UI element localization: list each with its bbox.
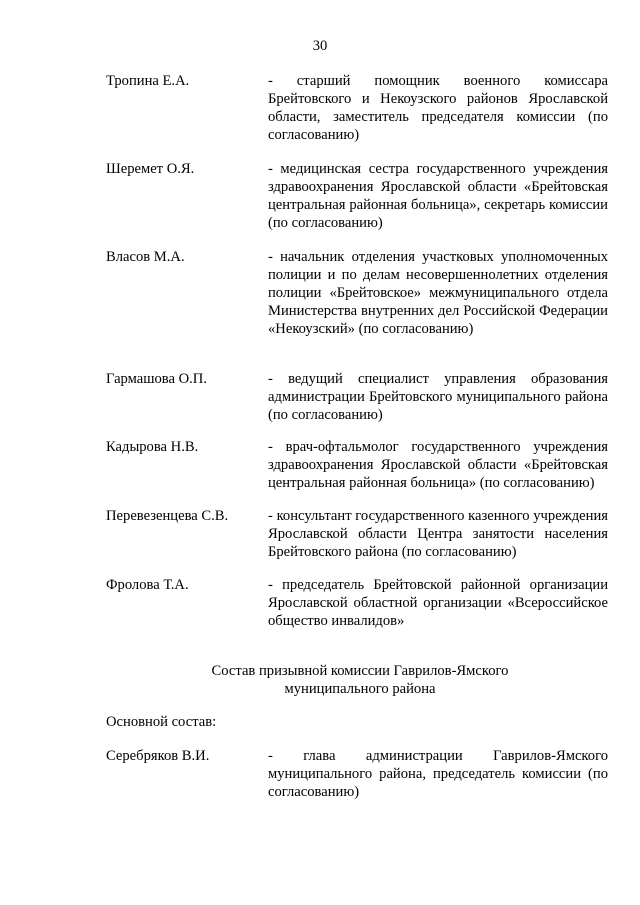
section-label: Основной состав: xyxy=(106,714,217,730)
section-heading-line2: муниципального района xyxy=(284,681,436,697)
member-name: Шеремет О.Я. xyxy=(106,161,195,177)
member-name: Фролова Т.А. xyxy=(106,577,189,593)
member-description: - начальник отделения участковых уполномоченных полиции и по делам несовершеннолетних отделения полиции «Брейтовское» межмуниципального отдела Министерства внутренних дел Российской Федерации «Некоузский» (по согласованию) xyxy=(268,249,608,337)
member-description: - председатель Брейтовской районной организации Ярославской областной организации «Всероссийское общество инвалидов» xyxy=(268,577,608,629)
member-description: - ведущий специалист управления образования администрации Брейтовского муниципального района (по согласованию) xyxy=(268,371,608,423)
member-description: - медицинская сестра государственного учреждения здравоохранения Ярославской области «Брейтовская центральная районная больница», секретарь комиссии (по согласованию) xyxy=(268,161,608,231)
section-heading-line1: Состав призывной комиссии Гаврилов-Ямского xyxy=(211,663,509,679)
member-description: - врач-офтальмолог государственного учреждения здравоохранения Ярославской области «Брейтовская центральная районная больница» (по согласованию) xyxy=(268,439,608,491)
member-name: Гармашова О.П. xyxy=(106,371,207,387)
member-name: Тропина Е.А. xyxy=(106,73,190,89)
page-number: 30 xyxy=(312,38,328,54)
member-name: Серебряков В.И. xyxy=(106,748,210,764)
member-description: - консультант государственного казенного учреждения Ярославской области Центра занятости населения Брейтовского района (по согласованию) xyxy=(268,508,608,560)
member-name: Власов М.А. xyxy=(106,249,185,265)
member-description: - глава администрации Гаврилов-Ямского муниципального района, председатель комиссии (по согласованию) xyxy=(268,748,608,800)
section-heading xyxy=(160,662,560,698)
member-name: Кадырова Н.В. xyxy=(106,439,199,455)
member-name: Перевезенцева С.В. xyxy=(106,508,229,524)
member-description: - старший помощник военного комиссара Брейтовского и Некоузского районов Ярославской области, заместитель председателя комиссии (по согласованию) xyxy=(268,73,608,143)
